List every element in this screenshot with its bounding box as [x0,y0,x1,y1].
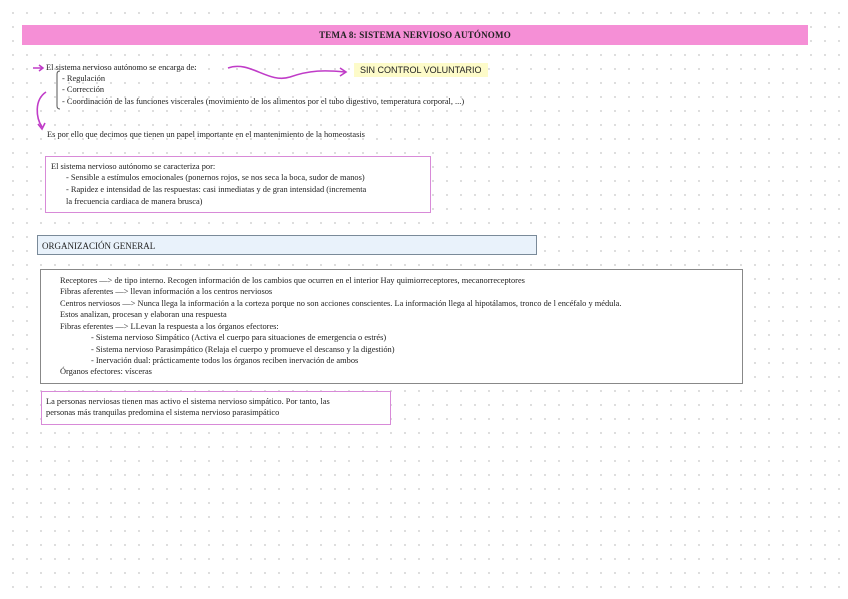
intro-item-correccion: - Corrección [62,85,105,94]
homeostasis-text: Es por ello que decimos que tienen un papel importante en el mantenimiento de la homeostasis [47,130,365,139]
callout-connector [228,66,345,78]
org-line-organos-efectores: Órganos efectores: vísceras [60,367,152,376]
org-line-receptores: Receptores —> de tipo interno. Recogen información de los cambios que ocurren en el interior Hay quimiorreceptores, mecanorreceptores [60,276,525,285]
note-box [41,391,391,425]
characteristics-line: la frecuencia cardiaca de manera brusca) [66,197,203,206]
list-bracket [57,71,60,109]
intro-item-regulacion: - Regulación [62,74,106,83]
org-line-centros: Centros nerviosos —> Nunca llega la información a la corteza porque no son acciones conscientes. La información llega al hipotálamos, tronco de l encéfalo y médula. [60,299,622,308]
note-line: La personas nerviosas tienen mas activo el sistema nervioso simpático. Por tanto, las [46,397,330,406]
note-line: personas más tranquilas predomina el sistema nervioso parasimpático [46,408,280,417]
org-line-parasimpatico: - Sistema nervioso Parasimpático (Relaja el cuerpo y promueve el descanso y la digestión) [91,345,395,354]
characteristics-heading: El sistema nervioso autónomo se caracteriza por: [51,162,216,171]
homeostasis-connector [37,92,46,127]
intro-heading: El sistema nervioso autónomo se encarga de: [46,63,197,72]
org-line-inervacion-dual: - Inervación dual: prácticamente todos los órganos reciben inervación de ambos [91,356,359,365]
org-line-simpatico: - Sistema nervioso Simpático (Activa el cuerpo para situaciones de emergencia o estrés) [91,333,387,342]
organization-box [40,269,743,384]
characteristics-box [45,156,431,213]
intro-item-coordinacion: - Coordinación de las funciones viscerales (movimiento de los alimentos por el tubo digestivo, temperatura corporal, ...) [62,97,465,106]
organization-header: ORGANIZACIÓN GENERAL [37,235,537,255]
callout-no-voluntary-control: SIN CONTROL VOLUNTARIO [354,63,488,77]
page-title: TEMA 8: SISTEMA NERVIOSO AUTÓNOMO [22,25,808,45]
characteristics-line: - Sensible a estímulos emocionales (ponernos rojos, se nos seca la boca, sudor de manos) [66,173,365,182]
org-line-aferentes: Fibras aferentes —> llevan información a los centros nerviosos [60,287,273,296]
org-line-eferentes: Fibras eferentes —> LLevan la respuesta a los órganos efectores: [60,322,279,331]
characteristics-line: - Rapidez e intensidad de las respuestas: casi inmediatas y de gran intensidad (incrementa [66,185,367,194]
org-line-analizan: Estos analizan, procesan y elaboran una respuesta [60,310,227,319]
